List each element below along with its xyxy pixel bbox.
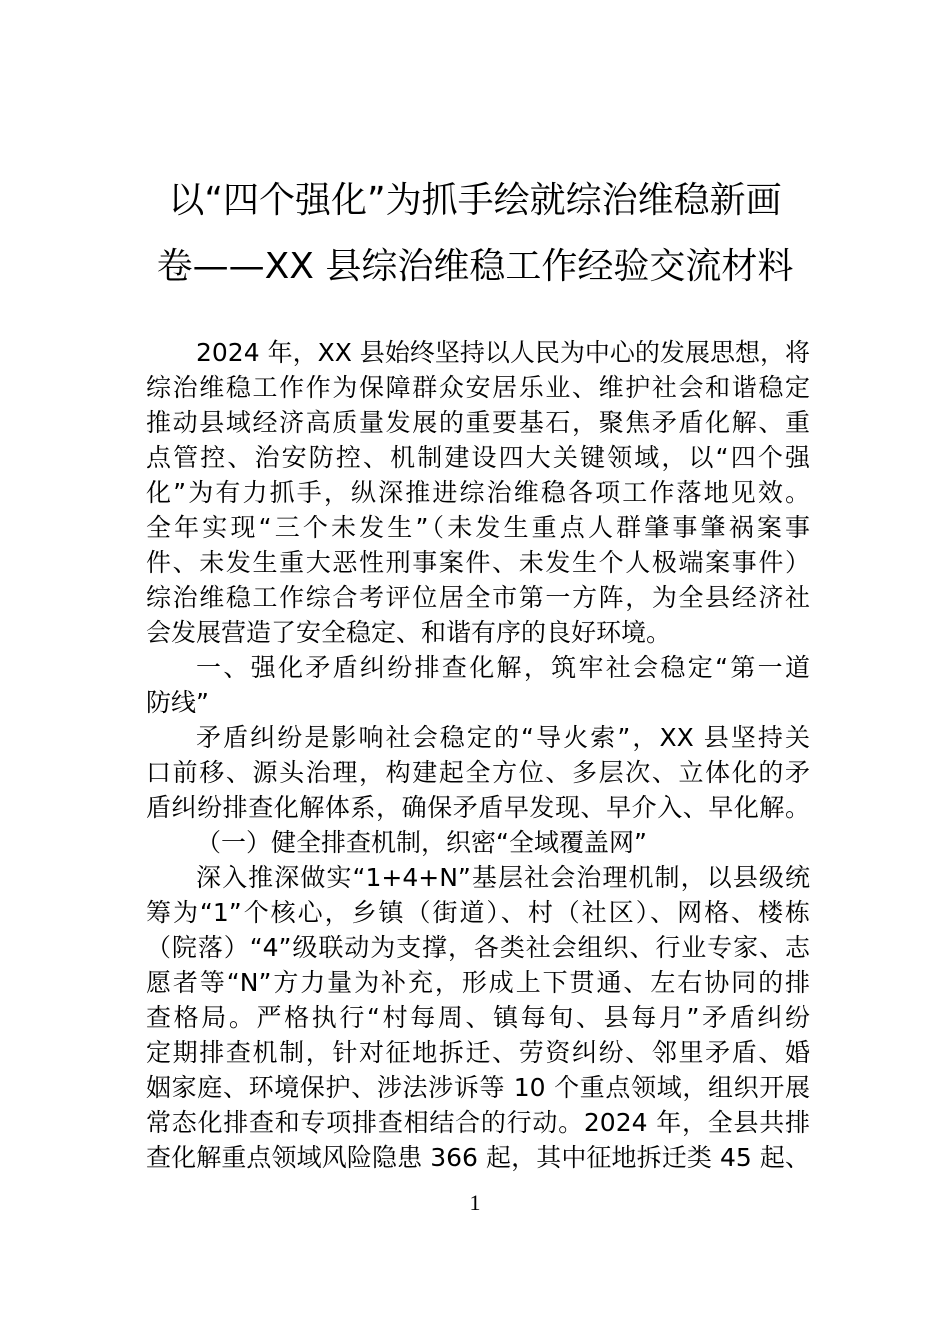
section-heading-line: 一、强化矛盾纠纷排查化解，筑牢社会稳定“第一道 — [196, 653, 810, 682]
body-line: 盾纠纷排查化解体系，确保矛盾早发现、早介入、早化解。 — [146, 793, 810, 822]
body-line: 综治维稳工作综合考评位居全市第一方阵，为全县经济社 — [146, 583, 810, 612]
body-line: 深入推深做实“1+4+N”基层社会治理机制，以县级统 — [196, 863, 810, 892]
subsection-heading-line: （一）健全排查机制，织密“全域覆盖网” — [196, 828, 647, 857]
body-line: 愿者等“N”方力量为补充，形成上下贯通、左右协同的排 — [146, 968, 810, 997]
body-line: 2024 年，XX 县始终坚持以人民为中心的发展思想，将 — [196, 338, 810, 367]
section-heading-line: 防线” — [146, 688, 209, 717]
body-line: 推动县域经济高质量发展的重要基石，聚焦矛盾化解、重 — [146, 408, 810, 437]
body-line: 查格局。严格执行“村每周、镇每旬、县每月”矛盾纠纷 — [146, 1003, 810, 1032]
body-line: 筹为“1”个核心，乡镇（街道）、村（社区）、网格、楼栋 — [146, 898, 810, 927]
body-line: 口前移、源头治理，构建起全方位、多层次、立体化的矛 — [146, 758, 810, 787]
body-line: 综治维稳工作作为保障群众安居乐业、维护社会和谐稳定 — [146, 373, 810, 402]
body-line: 常态化排查和专项排查相结合的行动。2024 年，全县共排 — [146, 1108, 810, 1137]
document-body — [146, 335, 810, 1175]
body-line: 定期排查机制，针对征地拆迁、劳资纠纷、邻里矛盾、婚 — [146, 1038, 810, 1067]
page-number: 1 — [469, 1190, 481, 1215]
body-line: 会发展营造了安全稳定、和谐有序的良好环境。 — [146, 618, 672, 647]
body-line: 全年实现“三个未发生”（未发生重点人群肇事肇祸案事 — [146, 513, 810, 542]
title-line-2: 卷——XX 县综治维稳工作经验交流材料 — [156, 246, 794, 287]
body-line: 矛盾纠纷是影响社会稳定的“导火索”，XX 县坚持关 — [196, 723, 810, 752]
body-line: 查化解重点领域风险隐患 366 起，其中征地拆迁类 45 起、 — [146, 1143, 810, 1172]
title-line-1: 以“四个强化”为抓手绘就综治维稳新画 — [168, 180, 782, 221]
document-title — [140, 168, 810, 300]
body-line: （院落）“4”级联动为支撑，各类社会组织、行业专家、志 — [146, 933, 810, 962]
body-line: 点管控、治安防控、机制建设四大关键领域，以“四个强 — [146, 443, 810, 472]
body-line: 姻家庭、环境保护、涉法涉诉等 10 个重点领域，组织开展 — [146, 1073, 810, 1102]
body-line: 化”为有力抓手，纵深推进综治维稳各项工作落地见效。 — [146, 478, 810, 507]
body-line: 件、未发生重大恶性刑事案件、未发生个人极端案事件） — [146, 548, 810, 577]
